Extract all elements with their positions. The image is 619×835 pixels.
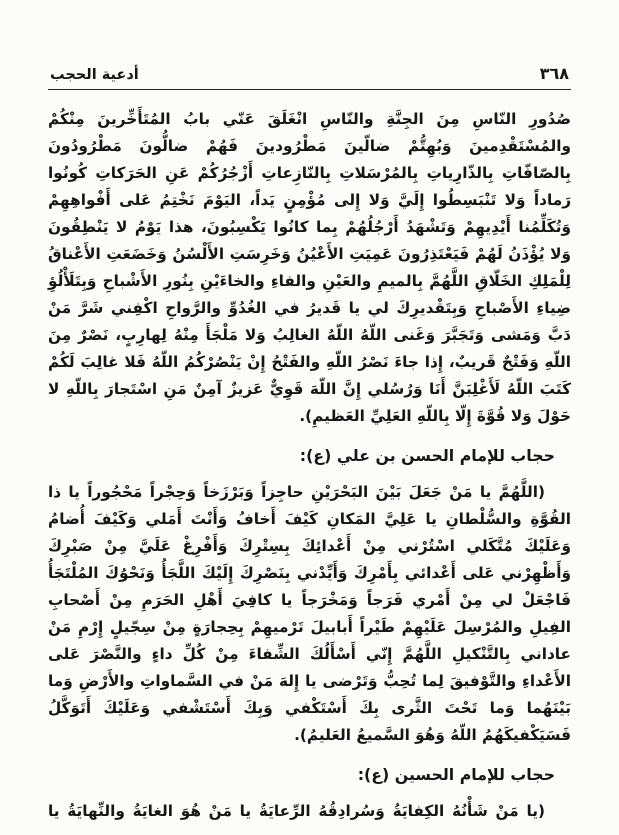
page-header xyxy=(48,64,571,89)
section-heading-imam-husayn: حجاب للإمام الحسين (ع): xyxy=(357,765,555,784)
page-number: ٣٦٨ xyxy=(539,64,569,83)
imam-hasan-prayer-paragraph: (اللَّهُمَّ يا مَنْ جَعَلَ بَيْنَ البَحْرَيْنِ حاجِزاً وَبَرْزَخاً وَحِجْراً مَحْجُوراً يا ذا القُوَّةِ والسُّلْطانِ يا عَلِيَّ المَكانِ كَيْفَ أَخافُ وَأَنْتَ أَمَلي وَكَيْفَ أُضامُ وَعَلَيْكَ مُتَّكَلي اسْتُرْني مِنْ أَعْدائِكَ بِسِتْرِكَ وَأَفْرِغْ عَلَيَّ مِنْ صَبْرِكَ وَأَظْهِرْني عَلى أَعْدائي بِأَمْرِكَ وَأَيِّدْني بِنَصْرِكَ إِلَيْكَ اللَّجَأُ وَنَحْوُكَ المُلْتَجَأُ فَاجْعَلْ لي مِنْ أَمْري فَرَجاً وَمَخْرَجاً يا كافِيَ أَهْلِ الحَرَمِ مِنْ أَصْحابِ الفِيلِ والمُرْسِلَ عَلَيْهِمْ طَيْراً أَبابيلَ تَرْميهِمْ بِحِجارَةٍ مِنْ سِجّيلٍ إِرْمِ مَنْ عاداني بِالتَّنْكيلِ اللَّهُمَّ إِنّي أَسْأَلُكَ الشِّفاءَ مِنْ كُلِّ داءٍ والنَّصْرَ عَلى الأَعْداءِ والتَّوْفيقَ لِما تُحِبُّ وَتَرْضى يا إِلهَ مَنْ في السَّماواتِ والأَرْضِ وَما بَيْنَهُما وَما تَحْتَ الثَّرى بِكَ أَسْتَكْفي وَبِكَ أَسْتَشْفي وَعَلَيْكَ أَتَوَكَّلُ فَسَيَكْفيكَهُمُ اللّهُ وَهُوَ السَّميعُ العَليمُ). xyxy=(48,483,571,744)
header-divider xyxy=(48,89,571,90)
running-title: أدعية الحجب xyxy=(50,67,139,83)
prayer-continuation-paragraph: صُدُورِ النّاسِ مِنَ الجِنَّةِ والنّاسِ انْغَلَقَ عَنّي بابُ المُتَأَخِّرينَ مِنْكُمْ والمُسْتَقْدِمينَ وَبُهِتُّمْ ضالّينَ مَطْرُودينَ فَهُمْ ضالُّونَ مَطْرُودُونَ بِالصّافّاتِ بِالذّارِياتِ بِالمُرْسَلاتِ بِالنّازِعاتِ أَزْجُرُكُمْ عَنِ الحَرَكاتِ كُونُوا رَماداً وَلا تَنْبَسِطُوا إِلَيَّ وَلا إِلى مُؤْمِنٍ يَداً، اليَوْمَ نَخْتِمُ عَلى أَفْواهِهِمْ وَتُكَلِّمُنا أَيْدِيهِمْ وَتَشْهَدُ أَرْجُلُهُمْ بِما كانُوا يَكْسِبُونَ، هذا يَوْمُ لا يَنْطِقُونَ وَلا يُؤْذَنُ لَهُمْ فَيَعْتَذِرُونَ عَمِيَتِ الأَعْيُنُ وَخَرِسَتِ الأَلْسُنُ وَخَضَعَتِ الأَعْناقُ لِلْمَلِكِ الخَلّاقِ اللَّهُمَّ بِالميمِ والعَيْنِ والفاءِ والخاءَيْنِ بِنُورِ الأَشْباحِ وَبِتَلَأْلُؤِ ضِياءِ الأَصْباحِ وَبِتَقْديرِكَ لي يا قَديرُ في الغُدُوِّ والرَّواحِ اكْفِني شَرَّ مَنْ دَبَّ وَمَشى وَتَجَبَّرَ وَغَنى اللّهُ اللّهُ الغالِبُ وَلا مَلْجَأَ مِنْهُ لِهارِبٍ، نَصْرٌ مِنَ اللّهِ وَفَتْحٌ قَريبٌ، إِذا جاءَ نَصْرُ اللّهِ والفَتْحُ إِنْ يَنْصُرْكُمُ اللّهُ فَلا غالِبَ لَكُمْ كَتَبَ اللّهُ لَأَغْلِبَنَّ أَنَا وَرُسُلي إِنَّ اللّهَ قَوِيٌّ عَزيزٌ آمِنٌ مَنِ اسْتَجارَ بِاللّهِ لا حَوْلَ وَلا قُوَّةَ إِلّا بِاللّهِ العَلِيِّ العَظيمِ). xyxy=(48,110,571,425)
imam-husayn-prayer-opening-line: (يا مَنْ شَأْنُهُ الكِفايَةُ وَسُرادِقُهُ الرِّعايَةُ يا مَنْ هُوَ الغايَةُ والنِّهايَةُ يا xyxy=(48,802,545,820)
section-heading-imam-hasan: حجاب للإمام الحسن بن علي (ع): xyxy=(299,446,555,465)
page-body xyxy=(48,106,571,825)
